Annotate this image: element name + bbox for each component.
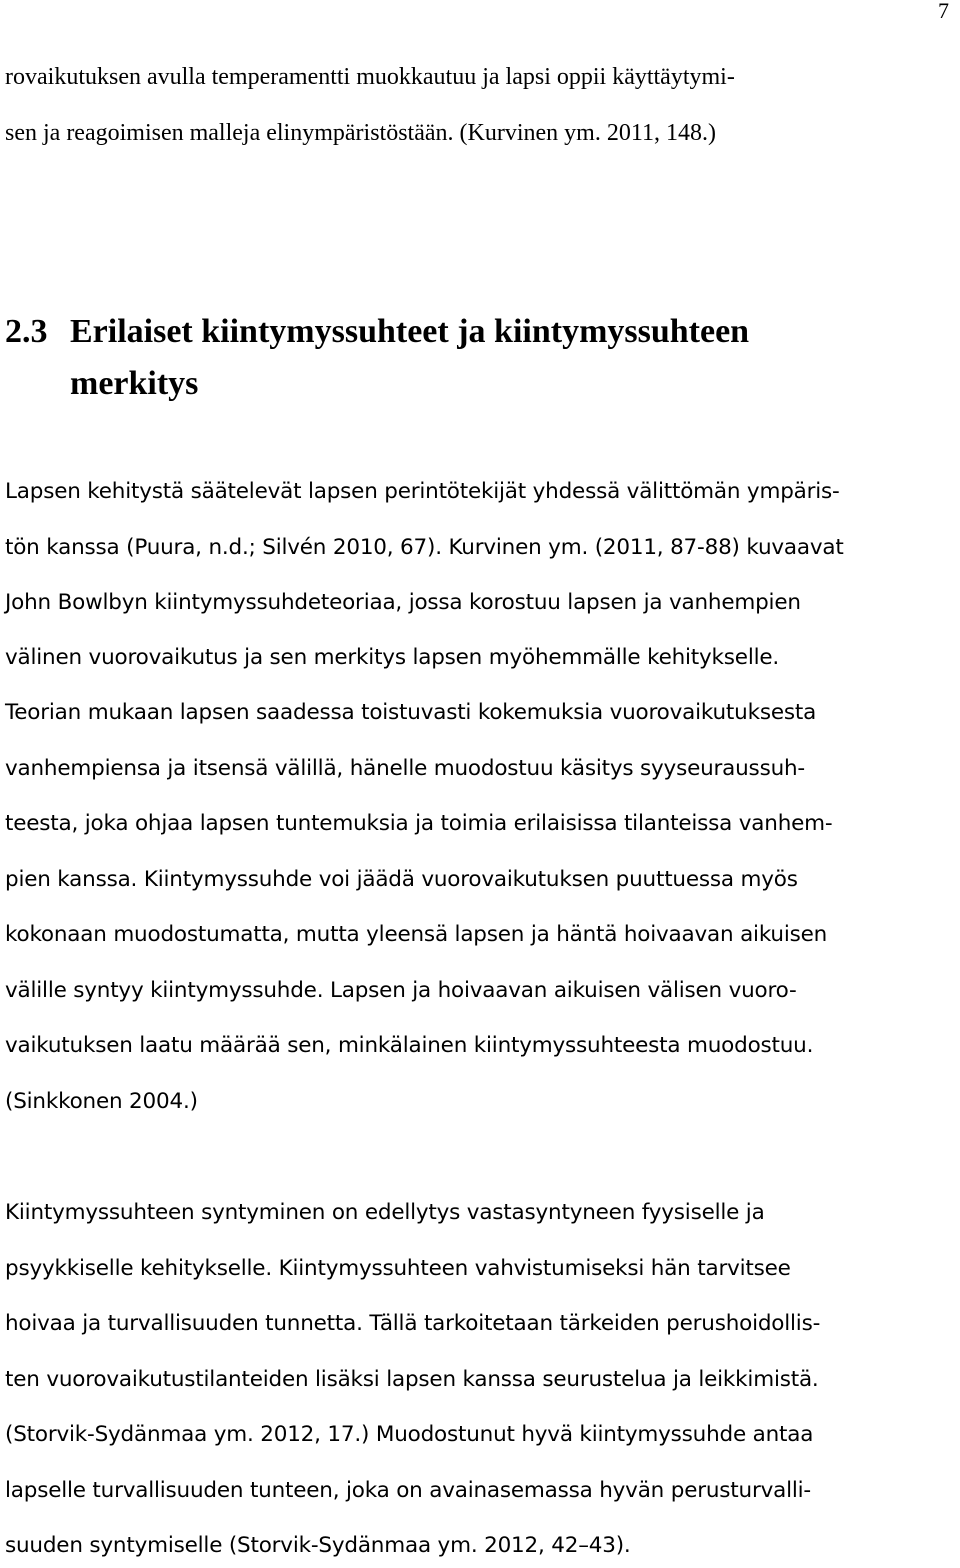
text-line: pien kanssa. Kiintymyssuhde voi jäädä vuorovaikutuksen puuttuessa myös — [5, 867, 798, 892]
text-line: välinen vuorovaikutus ja sen merkitys lapsen myöhemmälle kehitykselle. — [5, 645, 780, 670]
text-line: (Storvik-Sydänmaa ym. 2012, 17.) Muodostunut hyvä kiintymyssuhde antaa — [5, 1422, 814, 1447]
text-line: Teorian mukaan lapsen saadessa toistuvasti kokemuksia vuorovaikutuksesta — [5, 700, 817, 725]
text-line: teesta, joka ohjaa lapsen tuntemuksia ja toimia erilaisissa tilanteissa vanhem- — [5, 811, 833, 836]
page-number: 7 — [938, 0, 949, 23]
text-line: välille syntyy kiintymyssuhde. Lapsen ja hoivaavan aikuisen välisen vuoro- — [5, 978, 797, 1003]
text-line: suuden syntymiselle (Storvik-Sydänmaa ym. 2012, 42–43). — [5, 1533, 631, 1558]
text-line: Lapsen kehitystä säätelevät lapsen perintötekijät yhdessä välittömän ympäris- — [5, 479, 840, 504]
text-line: (Sinkkonen 2004.) — [5, 1089, 198, 1114]
text-line: ten vuorovaikutustilanteiden lisäksi lapsen kanssa seurustelua ja leikkimistä. — [5, 1367, 819, 1392]
text-line: lapselle turvallisuuden tunteen, joka on avainasemassa hyvän perusturvalli- — [5, 1478, 811, 1503]
heading-title-line2: merkitys — [70, 365, 199, 402]
text-line: vanhempiensa ja itsensä välillä, hänelle muodostuu käsitys syyseuraussuh- — [5, 756, 805, 781]
text-line: tön kanssa (Puura, n.d.; Silvén 2010, 67). Kurvinen ym. (2011, 87-88) kuvaavat — [5, 535, 844, 560]
heading-title-line1: Erilaiset kiintymyssuhteet ja kiintymyssuhteen — [70, 313, 750, 350]
text-line: kokonaan muodostumatta, mutta yleensä lapsen ja häntä hoivaavan aikuisen — [5, 922, 828, 947]
heading-number: 2.3 — [5, 313, 48, 350]
text-line: sen ja reagoimisen malleja elinympäristöstään. (Kurvinen ym. 2011, 148.) — [5, 120, 716, 146]
text-line: John Bowlbyn kiintymyssuhdeteoriaa, jossa korostuu lapsen ja vanhempien — [5, 590, 801, 615]
text-line: vaikutuksen laatu määrää sen, minkälainen kiintymyssuhteesta muodostuu. — [5, 1033, 814, 1058]
text-line: Kiintymyssuhteen syntyminen on edellytys vastasyntyneen fyysiselle ja — [5, 1200, 765, 1225]
text-line: psyykkiselle kehitykselle. Kiintymyssuhteen vahvistumiseksi hän tarvitsee — [5, 1256, 791, 1281]
text-line: rovaikutuksen avulla temperamentti muokkautuu ja lapsi oppii käyttäytymi- — [5, 64, 735, 90]
text-line: hoivaa ja turvallisuuden tunnetta. Tällä tarkoitetaan tärkeiden perushoidollis- — [5, 1311, 821, 1336]
